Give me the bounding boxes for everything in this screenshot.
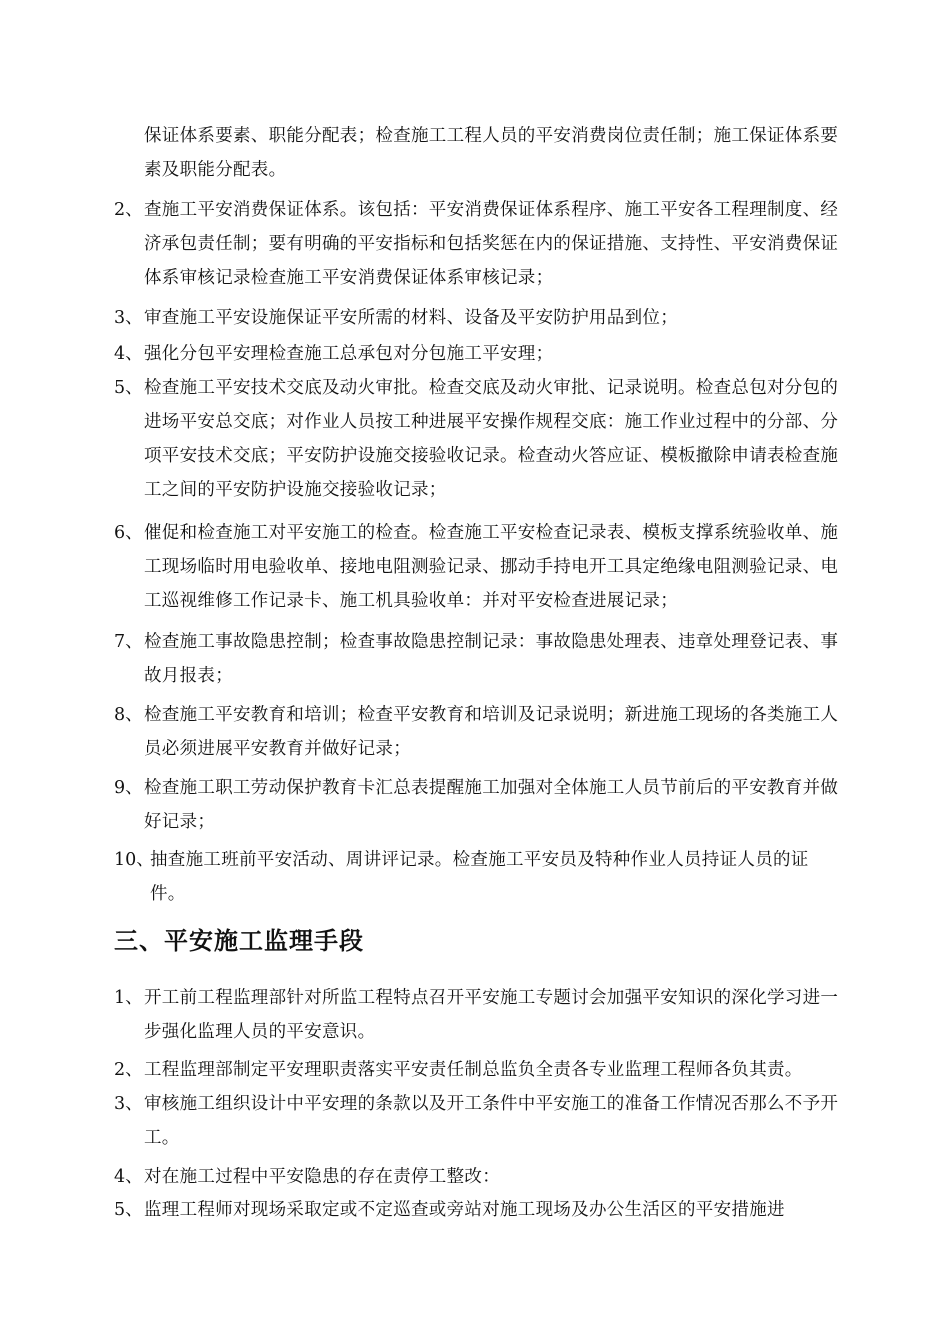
item-text: 检查施工平安技术交底及动火审批。检查交底及动火审批、记录说明。检查总包对分包的进场平安总交底；对作业人员按工种进展平安操作规程交底：施工作业过程中的分部、分项平安技术交底；平安防护设施交接验收记录。检查动火答应证、模板撤除申请表检查施工之间的平安防护设施交接验收记录； [144,378,839,500]
item-text: 检查施工职工劳动保护教育卡汇总表提醒施工加强对全体施工人员节前后的平安教育并做好记录； [144,778,839,832]
item-text: 强化分包平安理检查施工总承包对分包施工平安理； [144,344,554,364]
item-number: 4、 [114,1167,143,1187]
item-number: 3、 [114,308,143,328]
item-text: 检查施工事故隐患控制；检查事故隐患控制记录：事故隐患处理表、违章处理登记表、事故月报表； [144,632,839,686]
item-number: 5、 [114,378,143,398]
item-text: 查施工平安消费保证体系。该包括：平安消费保证体系程序、施工平安各工程理制度、经济承包责任制；要有明确的平安指标和包括奖惩在内的保证措施、支持性、平安消费保证体系审核记录检查施工平安消费保证体系审核记录； [144,200,839,288]
item-number: 9、 [114,778,143,798]
item-number: 4、 [114,344,143,364]
item-text: 对在施工过程中平安隐患的存在责停工整改： [144,1167,500,1187]
item-text: 抽查施工班前平安活动、周讲评记录。检查施工平安员及特种作业人员持证人员的证件。 [150,850,809,904]
item-number: 1、 [114,988,143,1008]
item-number: 2、 [114,200,143,220]
item-text: 监理工程师对现场采取定或不定巡查或旁站对施工现场及办公生活区的平安措施进 [144,1200,785,1220]
item-text: 开工前工程监理部针对所监工程特点召开平安施工专题讨会加强平安知识的深化学习进一步强化监理人员的平安意识。 [144,988,839,1042]
item-number: 5、 [114,1200,143,1220]
item-number: 7、 [114,632,143,652]
item-text: 催促和检查施工对平安施工的检查。检查施工平安检查记录表、模板支撑系统验收单、施工现场临时用电验收单、接地电阻测验记录、挪动手持电开工具定绝缘电阻测验记录、电工巡视维修工作记录卡、施工机具验收单：并对平安检查进展记录； [144,523,839,611]
item-text: 审查施工平安设施保证平安所需的材料、设备及平安防护用品到位； [144,308,678,328]
item-text: 检查施工平安教育和培训；检查平安教育和培训及记录说明；新进施工现场的各类施工人员必须进展平安教育并做好记录； [144,705,839,759]
item-number: 3、 [114,1094,143,1114]
section-heading: 三、平安施工监理手段 [114,927,364,955]
item-number: 6、 [114,523,143,543]
item-number: 2、 [114,1060,143,1080]
item-number: 10、 [114,850,154,870]
item-text: 工程监理部制定平安理职责落实平安责任制总监负全责各专业监理工程师各负其责。 [144,1060,803,1080]
item-text: 审核施工组织设计中平安理的条款以及开工条件中平安施工的准备工作情况否那么不予开工。 [144,1094,839,1148]
continuation-paragraph: 保证体系要素、职能分配表；检查施工工程人员的平安消费岗位责任制；施工保证体系要素及职能分配表。 [144,126,839,180]
item-number: 8、 [114,705,143,725]
